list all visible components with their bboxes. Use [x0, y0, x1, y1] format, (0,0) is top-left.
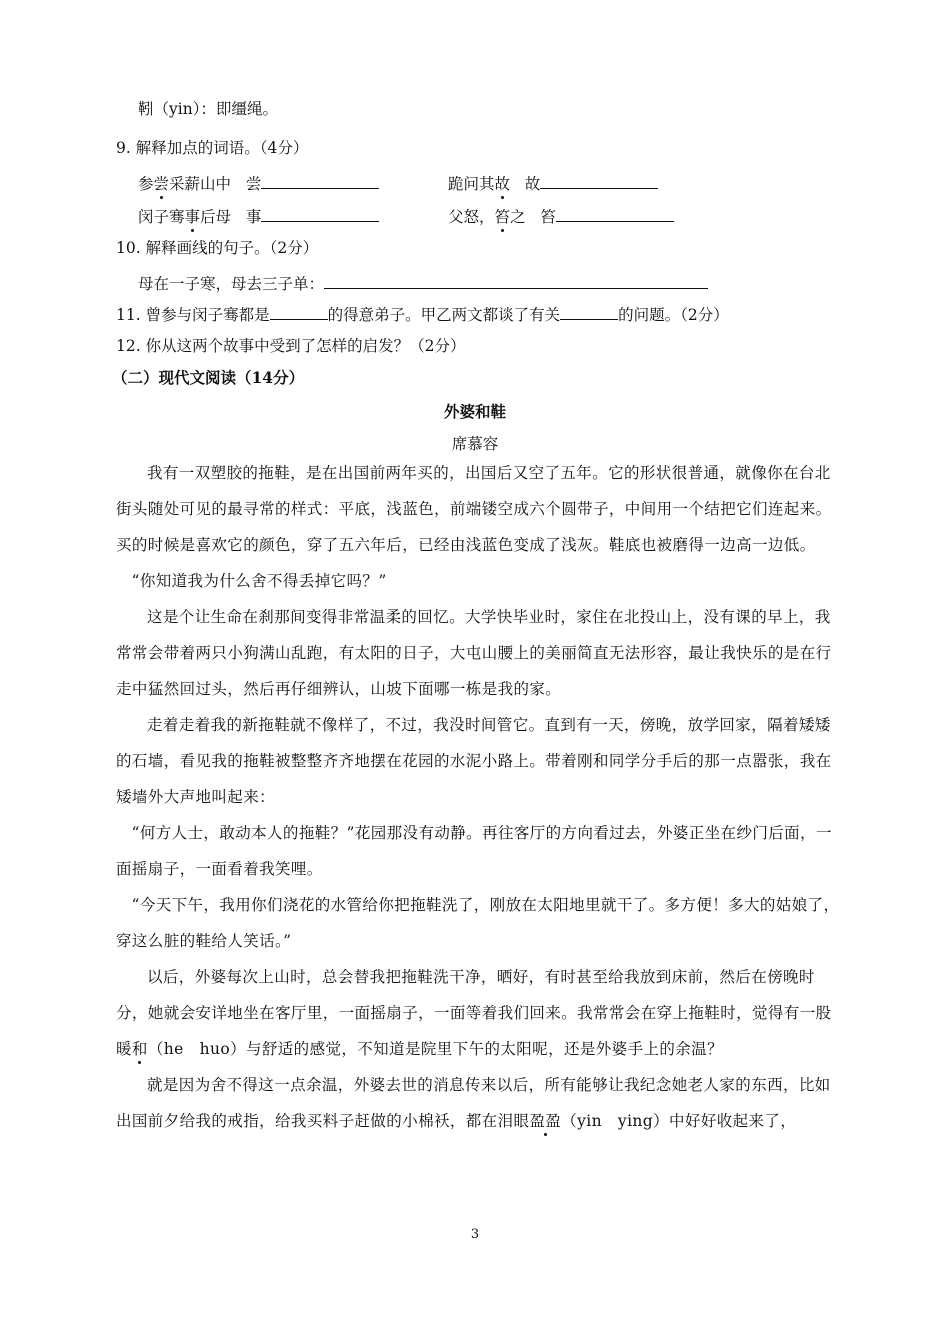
q9-item-3: 闵子骞事后母 事 — [138, 205, 379, 227]
article-body — [116, 455, 840, 1139]
paragraph-1: 我有一双塑胶的拖鞋，是在出国前两年买的，出国后又空了五年。它的形状很普通，就像你在台北街头随处可见的最寻常的样式：平底，浅蓝色，前端镂空成六个圆带子，中间用一个结把它们连起来。买的时候是喜欢它的颜色，穿了五六年后，已经由浅蓝色变成了浅灰。鞋底也被磨得一边高一边低。 — [116, 464, 832, 554]
emphasis-dot-char: 和 — [131, 1040, 148, 1058]
article-title: 外婆和鞋 — [443, 402, 506, 421]
paragraph-6: “今天下午，我用你们浇花的水管给你把拖鞋洗了，刚放在太阳地里就干了。多方便！多大的姑娘了，穿这么脏的鞋给人笑话。” — [116, 896, 840, 950]
answer-blank[interactable] — [270, 303, 328, 320]
q10-sentence: 母在一子寒，母去三子单： — [138, 272, 708, 294]
article-author: 席慕容 — [451, 435, 499, 453]
emphasis-dot-char: 笞 — [494, 208, 511, 226]
paragraph-3: 这是个让生命在刹那间变得非常温柔的回忆。大学快毕业时，家住在北投山上，没有课的早上，我常常会带着两只小狗满山乱跑，有太阳的日子，大屯山腰上的美丽简直无法形容，最让我快乐的是在行走中猛然回过头，然后再仔细辨认，山坡下面哪一栋是我的家。 — [116, 608, 832, 698]
paragraph-7: 以后，外婆每次上山时，总会替我把拖鞋洗干净，晒好，有时甚至给我放到床前，然后在傍晚时分，她就会安详地坐在客厅里，一面摇扇子，一面等着我们回来。我常常会在穿上拖鞋时，觉得有一股暖和（he huo）与舒适的感觉，不知道是院里下午的太阳呢，还是外婆手上的余温？ — [116, 968, 832, 1058]
paragraph-8: 就是因为舍不得这一点余温，外婆去世的消息传来以后，所有能够让我纪念她老人家的东西，比如出国前夕给我的戒指，给我买料子赶做的小棉袄，都在泪眼盈盈（yin ying）中好好收起来了， — [116, 1076, 831, 1130]
question-11: 11. 曾参与闵子骞都是 的得意弟子。甲乙两文都谈了有关 的问题。（2分） — [116, 303, 729, 325]
answer-blank[interactable] — [261, 205, 379, 222]
paragraph-5: “何方人士，敢动本人的拖鞋？”花园那没有动静。再往客厅的方向看过去，外婆正坐在纱门后面，一面摇扇子，一面看着我笑哩。 — [116, 824, 832, 878]
section-title: （二）现代文阅读（14分） — [112, 368, 305, 387]
q9-item-1: 参尝采薪山中 尝 — [138, 172, 379, 194]
question-10-title: 10. 解释画线的句子。（2分） — [116, 239, 319, 257]
page-number: 3 — [470, 1227, 480, 1242]
answer-blank[interactable] — [540, 172, 658, 189]
q9-item-2: 跪问其故 故 — [448, 172, 658, 194]
paragraph-2: “你知道我为什么舍不得丢掉它吗？” — [131, 572, 387, 590]
paragraph-4: 走着走着我的新拖鞋就不像样了，不过，我没时间管它。直到有一天，傍晚，放学回家，隔着矮矮的石墙，看见我的拖鞋被整整齐齐地摆在花园的水泥小路上。带着刚和同学分手后的那一点嚣张，我在矮墙外大声地叫起来： — [116, 716, 832, 806]
answer-blank[interactable] — [261, 172, 379, 189]
emphasis-dot-char: 故 — [494, 175, 511, 193]
footnote: 靷（yin）：即缰绳。 — [138, 100, 278, 118]
emphasis-dot-char: 事 — [184, 208, 201, 226]
emphasis-dot-char: 盈盈 — [529, 1112, 562, 1130]
question-12-title: 12. 你从这两个故事中受到了怎样的启发？（2分） — [116, 337, 466, 355]
q9-item-4: 父怒，笞之 笞 — [448, 205, 674, 227]
question-9-title: 9. 解释加点的词语。（4分） — [116, 139, 309, 157]
answer-blank[interactable] — [324, 272, 708, 289]
emphasis-dot-char: 尝 — [153, 175, 170, 193]
answer-blank[interactable] — [556, 205, 674, 222]
answer-blank[interactable] — [560, 303, 618, 320]
